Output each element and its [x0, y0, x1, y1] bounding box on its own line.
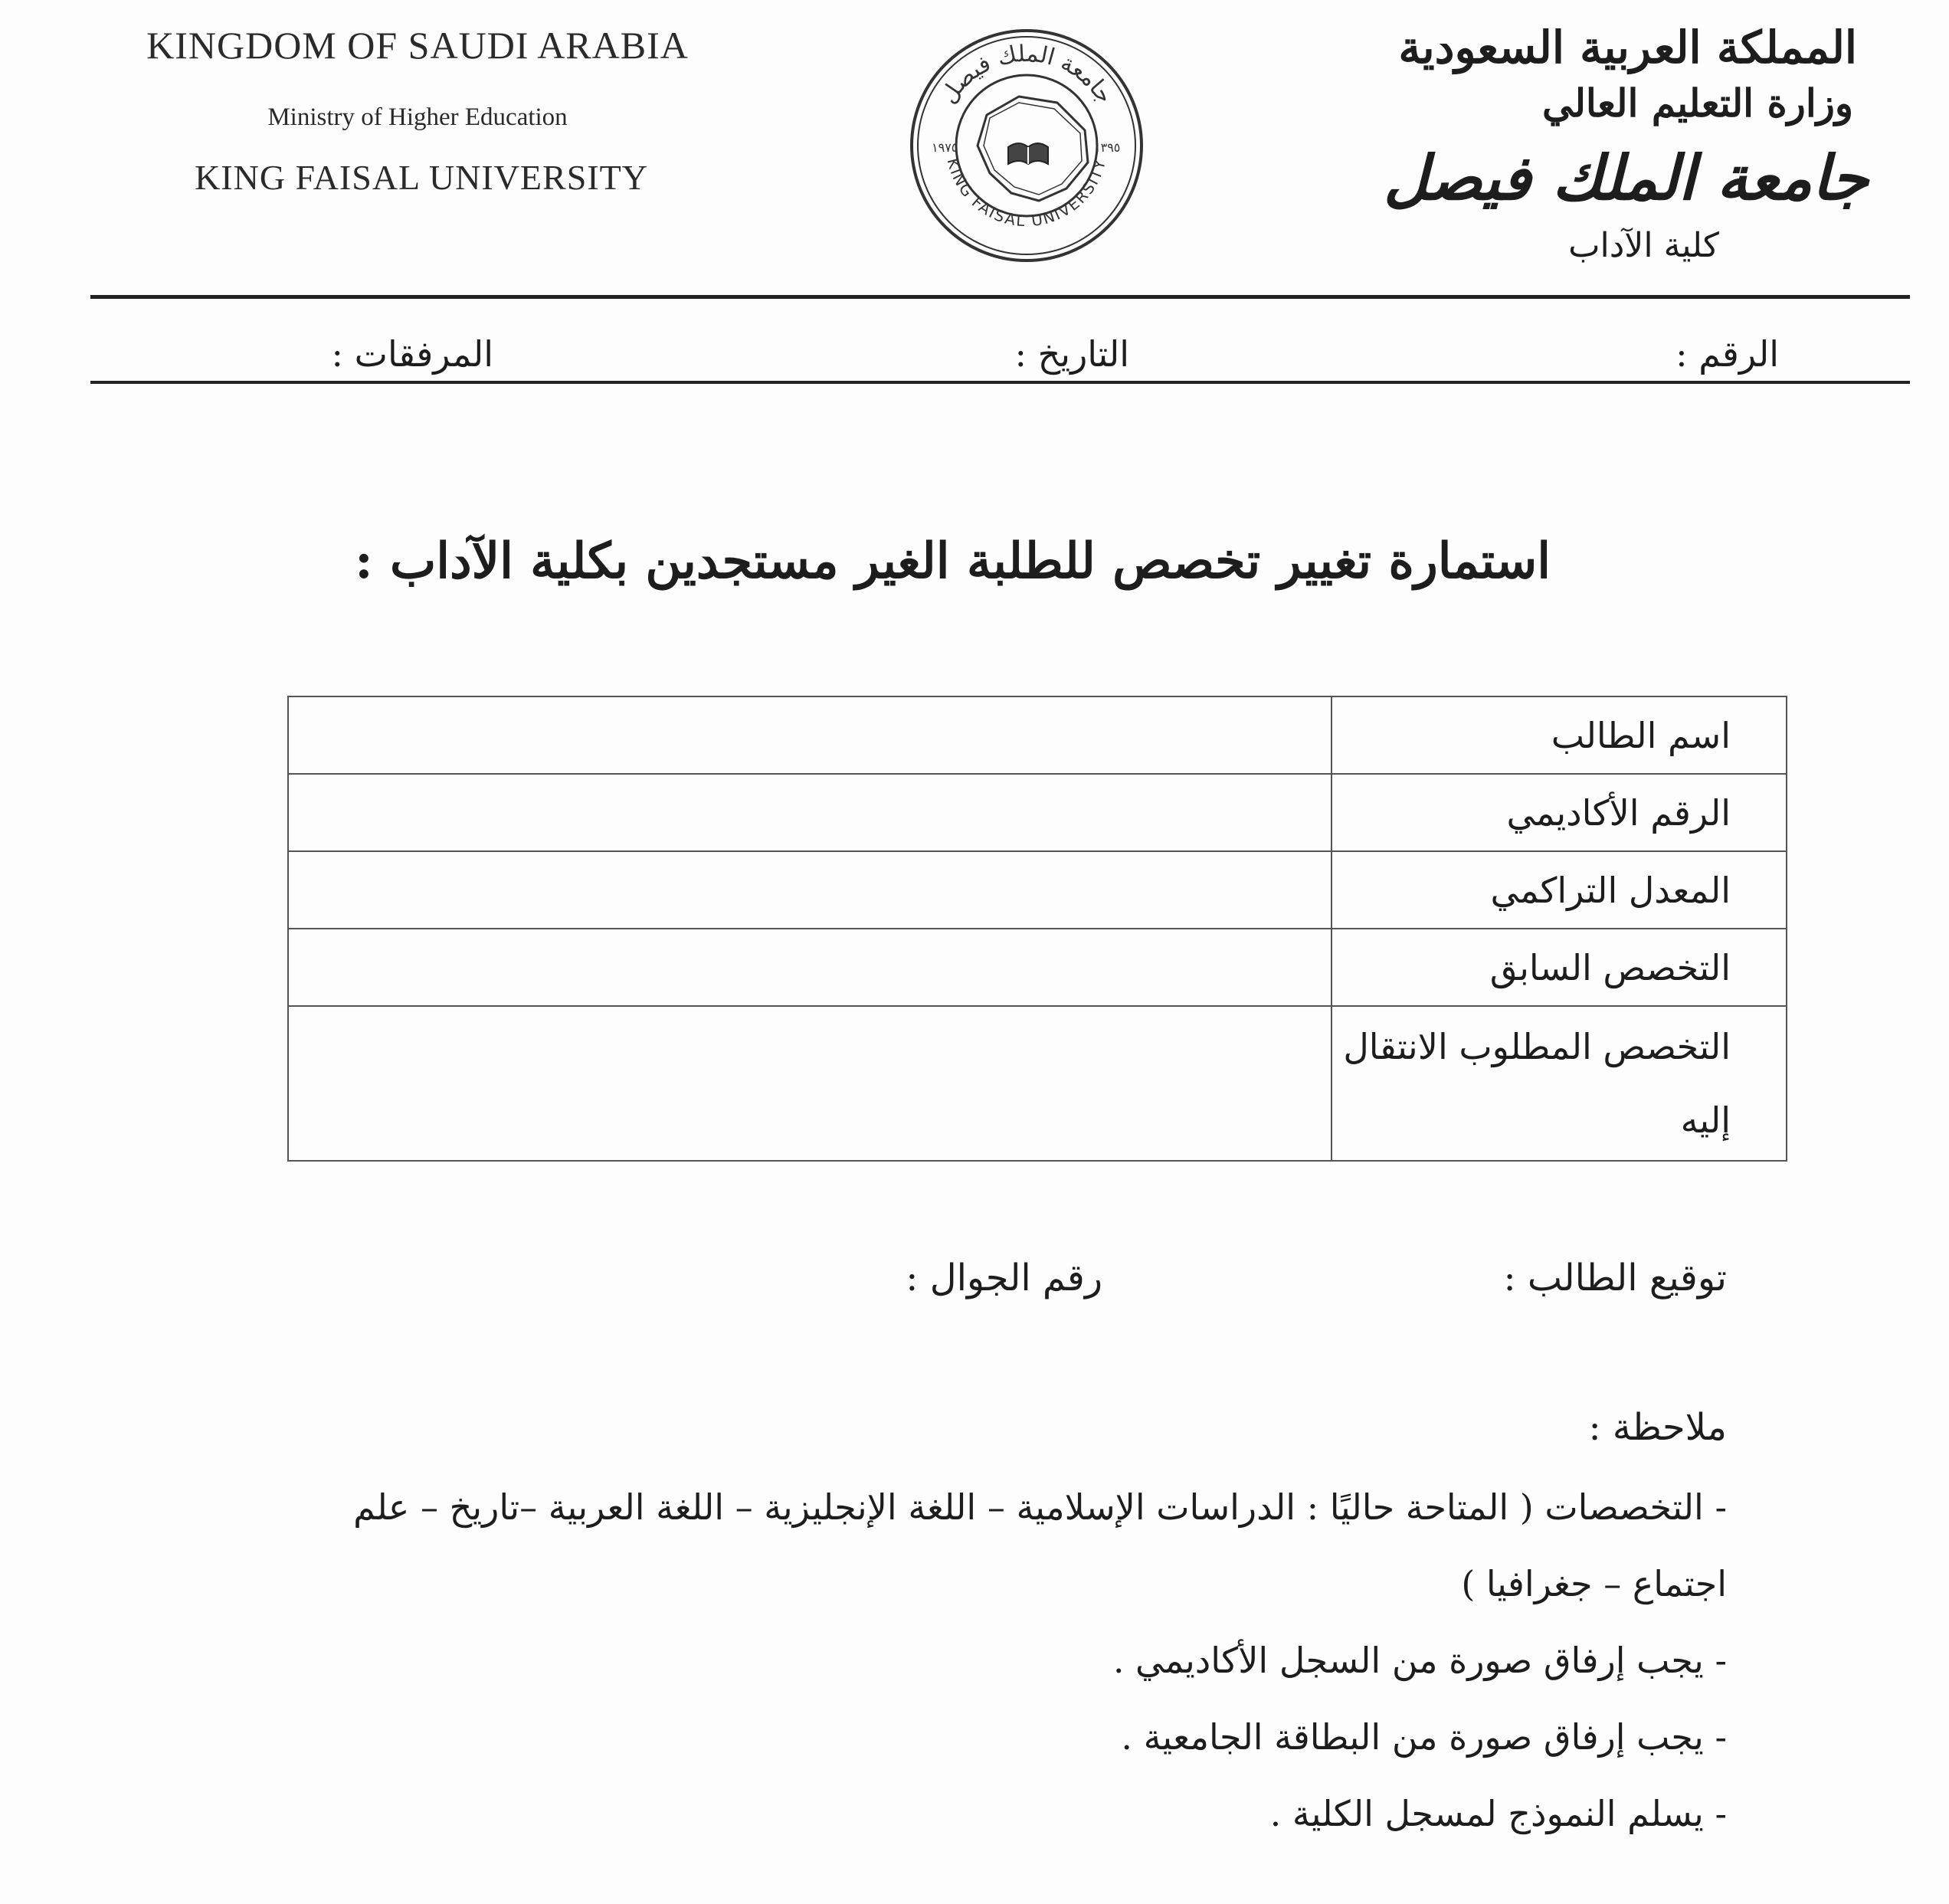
table-row: [288, 696, 1787, 774]
header-rule-bottom: [90, 381, 1910, 384]
header-rule-top: [90, 295, 1910, 299]
note-item: - يجب إرفاق صورة من البطاقة الجامعية .: [1121, 1716, 1727, 1758]
table-row: [288, 774, 1787, 851]
mobile-number-label: رقم الجوال :: [906, 1257, 1102, 1299]
letterhead-ministry-ar: وزارة التعليم العالي: [1542, 80, 1853, 126]
letterhead-college-ar: كلية الآداب: [1568, 226, 1719, 265]
requested-major-field[interactable]: [288, 1006, 1332, 1161]
table-row: [288, 929, 1787, 1006]
number-label: الرقم :: [1675, 333, 1779, 375]
student-name-field[interactable]: [288, 696, 1332, 774]
attachments-label: المرفقات :: [331, 333, 493, 375]
letterhead-country-en: KINGDOM OF SAUDI ARABIA: [146, 24, 689, 67]
student-signature-label: توقيع الطالب :: [1503, 1257, 1727, 1299]
previous-major-label: التخصص السابق: [1332, 929, 1787, 1006]
notes-heading: ملاحظة :: [1588, 1406, 1727, 1449]
letterhead-university-ar: جامعة الملك فيصل: [1384, 142, 1869, 214]
seal-year-left: ١٩٧٥: [932, 140, 958, 155]
letterhead-country-ar: المملكة العربية السعودية: [1398, 21, 1857, 74]
university-seal-logo: [904, 23, 1149, 268]
letterhead-university-en: KING FAISAL UNIVERSITY: [195, 158, 648, 197]
student-info-table: [287, 696, 1787, 1162]
cumulative-gpa-label: المعدل التراكمي: [1332, 851, 1787, 929]
note-item: اجتماع – جغرافيا ): [1461, 1563, 1727, 1604]
seal-year-right: ١٣٩٥: [1094, 140, 1121, 155]
academic-number-label: الرقم الأكاديمي: [1332, 774, 1787, 851]
note-item: - يجب إرفاق صورة من السجل الأكاديمي .: [1112, 1640, 1727, 1681]
requested-major-label: التخصص المطلوب الانتقال إليه: [1332, 1006, 1787, 1161]
student-name-label: اسم الطالب: [1332, 696, 1787, 774]
table-row: [288, 851, 1787, 929]
seal-bottom-text: KING FAISAL UNIVERSITY: [943, 156, 1110, 231]
cumulative-gpa-field[interactable]: [288, 851, 1332, 929]
seal-top-text: جامعة الملك فيصل: [935, 40, 1119, 109]
date-label: التاريخ :: [1014, 333, 1129, 375]
letterhead-ministry-en: Ministry of Higher Education: [267, 103, 568, 131]
academic-number-field[interactable]: [288, 774, 1332, 851]
note-item: - يسلم النموذج لمسجل الكلية .: [1269, 1793, 1727, 1834]
form-title: استمارة تغيير تخصص للطلبة الغير مستجدين بكلية الآداب :: [355, 533, 1551, 590]
table-row: [288, 1006, 1787, 1161]
previous-major-field[interactable]: [288, 929, 1332, 1006]
note-item: - التخصصات ( المتاحة حاليًا : الدراسات الإسلامية – اللغة الإنجليزية – اللغة العربية –تاريخ – علم: [353, 1486, 1727, 1528]
